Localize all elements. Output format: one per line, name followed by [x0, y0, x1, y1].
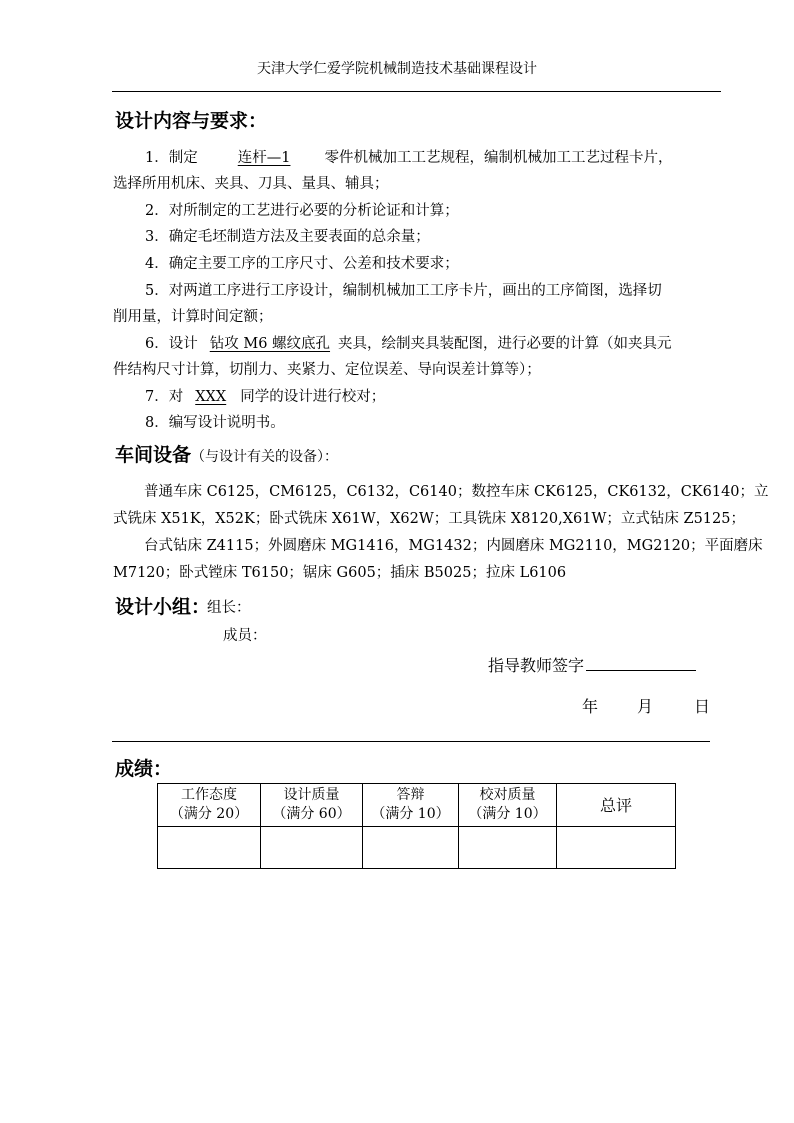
- requirement-6-line2: 件结构尺寸计算，切削力、夹紧力、定位误差、导向误差计算等）；: [113, 362, 541, 378]
- item-text: 零件机械加工工艺规程，编制机械加工工艺过程卡片，: [324, 150, 673, 166]
- item-number: 4．: [145, 256, 169, 272]
- grade-cell-proofreading[interactable]: [459, 827, 557, 869]
- page-header: 天津大学仁爱学院机械制造技术基础课程设计: [257, 61, 537, 77]
- item-number: 5．: [145, 283, 169, 299]
- item-text: 同学的设计进行校对；: [240, 389, 386, 405]
- equipment-line-2: 式铣床 X51K，X52K；卧式铣床 X61W，X62W；工具铣床 X8120,X61W；立式钻床 Z5125；: [113, 511, 745, 527]
- part-name-fill: 连杆—1: [237, 150, 291, 166]
- item-number: 7．: [145, 389, 169, 405]
- section-title-grades: 成绩：: [115, 758, 173, 780]
- grade-column-overall: 总评: [557, 784, 676, 827]
- item-text: 确定主要工序的工序尺寸、公差和技术要求；: [168, 256, 459, 272]
- requirement-1: [145, 146, 672, 167]
- grade-table-score-row: [158, 827, 676, 869]
- item-text: 夹具，绘制夹具装配图，进行必要的计算（如夹具元: [338, 336, 672, 352]
- item-text: 设计: [168, 336, 198, 352]
- group-members-label: 成员：: [223, 628, 267, 644]
- equipment-line-3: 台式钻床 Z4115；外圆磨床 MG1416，MG1432；内圆磨床 MG2110，MG2120；平面磨床: [144, 538, 763, 554]
- requirement-8: [145, 411, 285, 432]
- requirement-4: [145, 252, 459, 273]
- section-title-workshop-equipment: [115, 440, 338, 467]
- grade-cell-quality[interactable]: [261, 827, 363, 869]
- equipment-line-4: M7120；卧式镗床 T6150；锯床 G605；插床 B5025；拉床 L6106: [113, 565, 567, 581]
- date-day-label: 日: [694, 697, 711, 716]
- grade-column-proofreading: 校对质量 （满分 10）: [459, 784, 557, 827]
- item-number: 3．: [145, 229, 169, 245]
- advisor-signature-label: 指导教师签字: [488, 656, 585, 675]
- grade-column-defense: 答辩 （满分 10）: [363, 784, 459, 827]
- item-number: 1．: [145, 150, 169, 166]
- grade-cell-defense[interactable]: [363, 827, 459, 869]
- requirement-5-line2: 削用量，计算时间定额；: [113, 309, 273, 325]
- item-text: 对两道工序进行工序设计，编制机械加工工序卡片，画出的工序简图，选择切: [168, 283, 662, 299]
- grade-table: [157, 783, 676, 869]
- grade-column-attitude: 工作态度 （满分 20）: [158, 784, 261, 827]
- classmate-name-fill: XXX: [195, 389, 227, 405]
- advisor-signature: [488, 653, 696, 676]
- item-text: 对: [168, 389, 184, 405]
- date-year-label: 年: [582, 697, 599, 716]
- item-text: 对所制定的工艺进行必要的分析论证和计算；: [168, 203, 459, 219]
- grade-table-header-row: [158, 784, 676, 827]
- section-title-text: 车间设备: [115, 444, 192, 466]
- section-divider: [112, 741, 710, 742]
- requirement-7: [145, 385, 385, 406]
- equipment-line-1: 普通车床 C6125，CM6125，C6132，C6140；数控车床 CK6125，CK6132，CK6140；立: [144, 484, 769, 500]
- requirement-2: [145, 199, 459, 220]
- fixture-name-fill: 钻攻 M6 螺纹底孔: [209, 336, 331, 352]
- requirement-6: [145, 332, 672, 353]
- section-note: （与设计有关的设备）：: [191, 449, 339, 465]
- signature-blank: [586, 656, 696, 671]
- grade-cell-attitude[interactable]: [158, 827, 261, 869]
- item-text: 制定: [168, 150, 198, 166]
- date-month-label: 月: [637, 697, 654, 716]
- group-leader-label: 组长：: [207, 600, 251, 616]
- item-number: 8．: [145, 415, 169, 431]
- grade-column-quality: 设计质量 （满分 60）: [261, 784, 363, 827]
- requirement-1-line2: 选择所用机床、夹具、刀具、量具、辅具；: [113, 176, 389, 192]
- item-text: 编写设计说明书。: [168, 415, 285, 431]
- section-title-design-requirements: 设计内容与要求：: [115, 110, 268, 132]
- header-rule: [112, 91, 721, 92]
- item-number: 6．: [145, 336, 169, 352]
- requirement-3: [145, 225, 430, 246]
- item-text: 确定毛坯制造方法及主要表面的总余量；: [168, 229, 430, 245]
- section-title-design-group: 设计小组：: [115, 596, 211, 618]
- item-number: 2．: [145, 203, 169, 219]
- requirement-5: [145, 279, 662, 300]
- grade-cell-overall[interactable]: [557, 827, 676, 869]
